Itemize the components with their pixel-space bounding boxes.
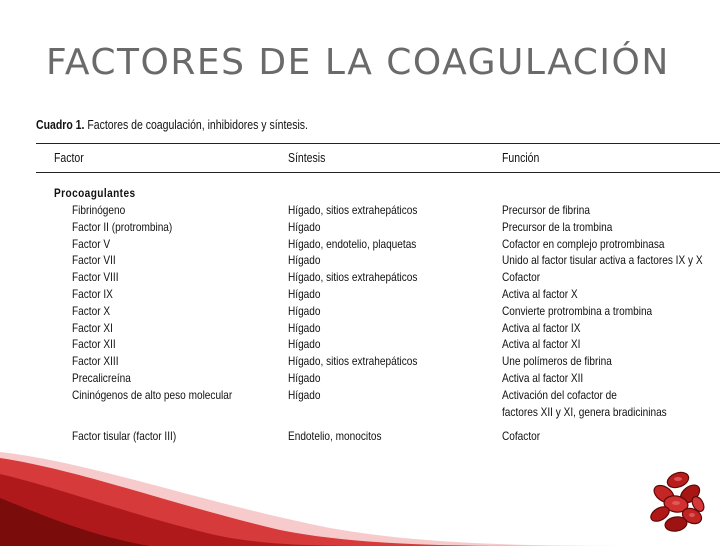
cell-sintesis: Endotelio, monocitos — [288, 429, 382, 444]
cell-factor: Precalicreína — [72, 371, 131, 385]
cell-funcion: Precursor de fibrina — [502, 203, 590, 217]
red-wave-decoration — [0, 452, 640, 546]
cell-funcion: Activa al factor XI — [502, 337, 581, 352]
cell-sintesis: Hígado — [288, 320, 321, 335]
cell-factor: Factor II (protrombina) — [72, 219, 173, 234]
table-caption — [36, 118, 308, 132]
table-header-rule — [36, 172, 720, 173]
cell-factor: Factor VII — [72, 253, 116, 268]
cell-funcion: Activación del cofactor de — [502, 387, 617, 402]
red-blood-cells-icon — [646, 466, 710, 538]
table-top-rule — [36, 143, 720, 144]
cell-factor: Factor X — [72, 303, 111, 318]
cell-sintesis: Hígado, sitios extrahepáticos — [288, 270, 418, 285]
section-procoagulantes: Procoagulantes — [54, 186, 136, 200]
cell-sintesis: Hígado, endotelio, plaquetas — [288, 236, 417, 251]
cell-funcion: Cofactor en complejo protrombinasa — [502, 236, 665, 251]
cell-funcion: Unido al factor tisular activa a factores IX y X — [502, 253, 703, 268]
cell-funcion: Une polímeros de fibrina — [502, 354, 612, 369]
cell-funcion: Precursor de la trombina — [502, 219, 613, 234]
cell-factor: Factor tisular (factor III) — [72, 429, 177, 444]
cell-sintesis: Hígado, sitios extrahepáticos — [288, 203, 418, 217]
cell-funcion: Activa al factor X — [502, 287, 578, 301]
cell-funcion: Cofactor — [502, 270, 541, 285]
cell-funcion: factores XII y XI, genera bradicininas — [502, 404, 667, 419]
header-funcion: Función — [502, 151, 540, 165]
cell-sintesis: Hígado — [288, 371, 321, 385]
cell-funcion: Activa al factor XII — [502, 371, 584, 385]
cell-factor: Factor XIII — [72, 354, 119, 369]
cell-sintesis: Hígado — [288, 337, 321, 352]
cell-funcion: Convierte protrombina a trombina — [502, 303, 653, 318]
caption-label: Cuadro 1. — [36, 118, 85, 132]
header-sintesis: Síntesis — [288, 151, 326, 165]
caption-text: Factores de coagulación, inhibidores y síntesis. — [87, 118, 308, 132]
cell-factor: Factor IX — [72, 287, 113, 301]
cell-factor: Factor V — [72, 236, 111, 251]
cell-sintesis: Hígado, sitios extrahepáticos — [288, 354, 418, 369]
page-title: FACTORES DE LA COAGULACIÓN — [46, 42, 670, 83]
cell-sintesis: Hígado — [288, 287, 321, 301]
cell-sintesis: Hígado — [288, 219, 321, 234]
cell-factor: Factor XI — [72, 320, 113, 335]
cell-sintesis: Hígado — [288, 253, 321, 268]
cell-factor: Cininógenos de alto peso molecular — [72, 387, 233, 402]
cell-factor: Factor VIII — [72, 270, 119, 285]
cell-sintesis: Hígado — [288, 303, 321, 318]
cell-factor: Fibrinógeno — [72, 203, 126, 217]
header-factor: Factor — [54, 151, 84, 165]
cell-sintesis: Hígado — [288, 387, 321, 402]
cell-factor: Factor XII — [72, 337, 116, 352]
cell-funcion: Cofactor — [502, 429, 541, 444]
cell-funcion: Activa al factor IX — [502, 320, 581, 335]
